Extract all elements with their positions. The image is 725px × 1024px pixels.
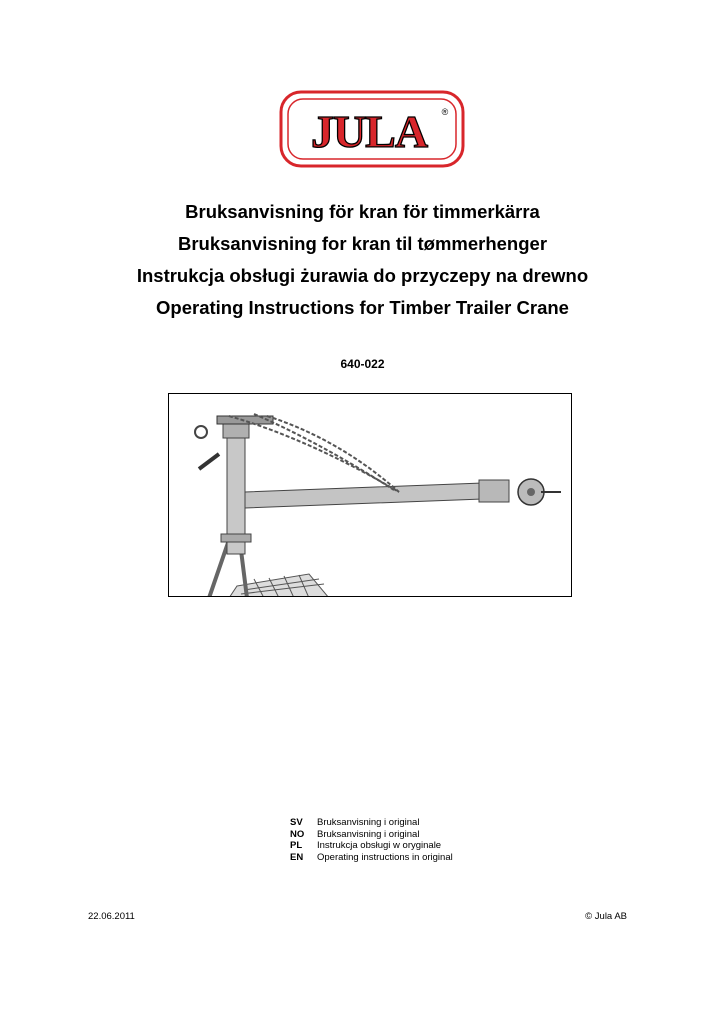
- language-code: SV: [290, 817, 303, 828]
- language-code: NO: [290, 828, 305, 840]
- footer-copyright: © Jula AB: [585, 911, 627, 922]
- language-row: [290, 829, 453, 841]
- language-text: Bruksanvisning i original: [317, 817, 420, 828]
- language-text: Instrukcja obsługi w oryginale: [317, 840, 442, 851]
- titles: [0, 196, 725, 324]
- footer-date: 22.06.2011: [88, 911, 135, 922]
- language-code: EN: [290, 851, 304, 863]
- language-row: [290, 852, 453, 864]
- product-photo: [168, 393, 572, 597]
- title-no: Bruksanvisning for kran til tømmerhenger: [177, 233, 548, 254]
- jula-logo: [279, 90, 465, 168]
- title-en: Operating Instructions for Timber Trailer Crane: [156, 297, 569, 318]
- title-pl: Instrukcja obsługi żurawia do przyczepy na drewno: [136, 265, 589, 286]
- svg-text:JULA: JULA: [310, 106, 428, 157]
- crane-illustration: [169, 394, 572, 597]
- language-text: Bruksanvisning i original: [317, 828, 420, 840]
- language-text: Operating instructions in original: [317, 851, 453, 863]
- language-row: [290, 817, 453, 829]
- title-sv: Bruksanvisning för kran för timmerkärra: [185, 201, 540, 222]
- language-list: [290, 817, 453, 863]
- language-row: [290, 840, 453, 852]
- svg-text:®: ®: [441, 107, 449, 117]
- language-code: PL: [290, 840, 303, 851]
- product-number: 640-022: [340, 357, 385, 371]
